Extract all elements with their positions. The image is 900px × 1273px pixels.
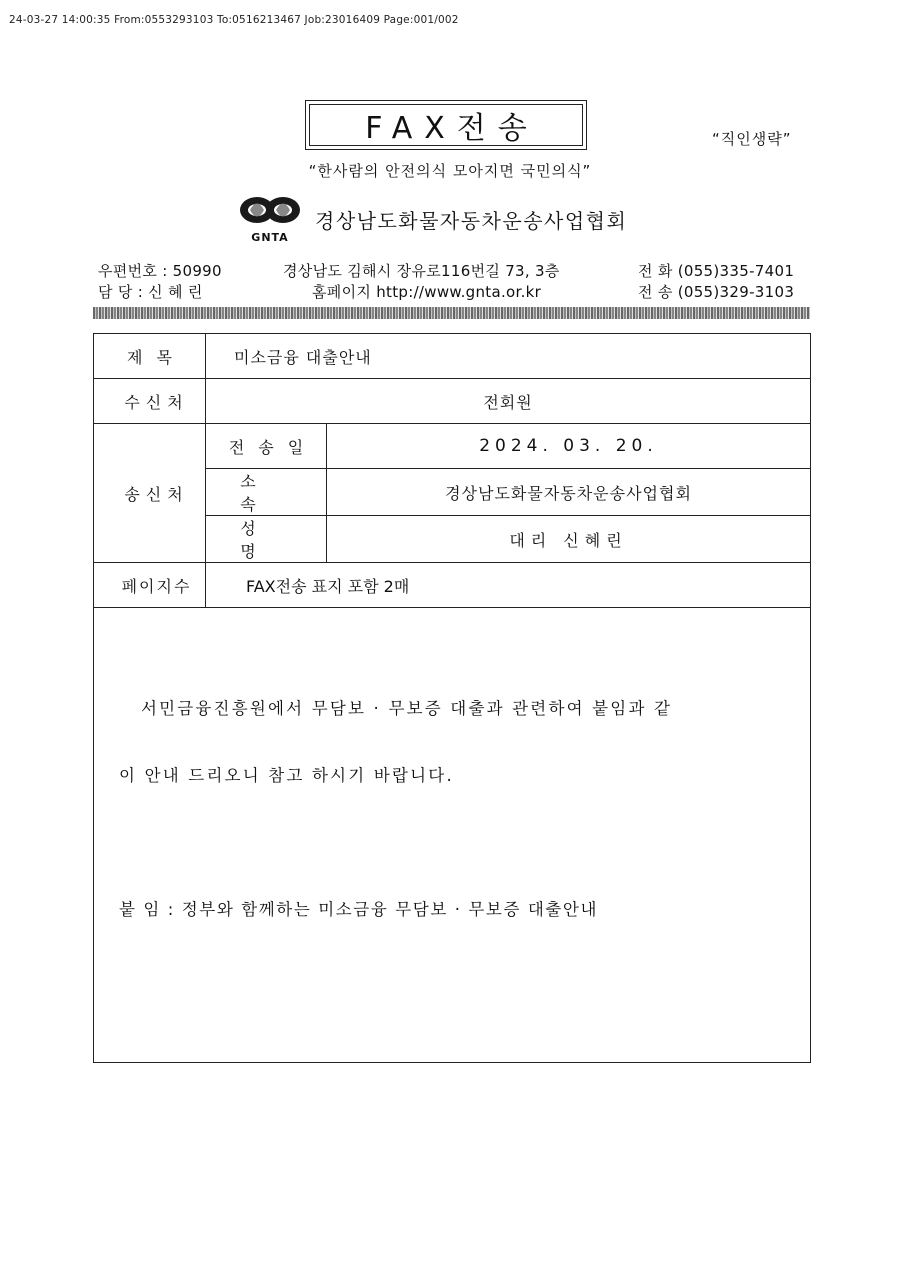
message-line-1: 서민금융진흥원에서 무담보 · 무보증 대출과 관련하여 붙임과 같 bbox=[141, 699, 673, 718]
organization-name: 경상남도화물자동차운송사업협회 bbox=[315, 209, 628, 233]
logo-text: GNTA bbox=[251, 231, 289, 244]
fax-number: 전 송 (055)329-3103 bbox=[638, 283, 795, 301]
affiliation-label: 소속 bbox=[206, 469, 327, 516]
divider-stripe bbox=[93, 307, 810, 319]
table-row-recipient bbox=[94, 379, 811, 424]
table-row-date bbox=[94, 424, 811, 469]
message-body bbox=[93, 600, 811, 1063]
date-value: 2024. 03. 20. bbox=[327, 424, 811, 469]
recipient-value: 전회원 bbox=[206, 379, 811, 424]
name-label: 성명 bbox=[206, 516, 327, 563]
fax-info-table bbox=[93, 333, 811, 608]
fax-transmission-header: 24-03-27 14:00:35 From:0553293103 To:0516213467 Job:23016409 Page:001/002 bbox=[9, 14, 459, 26]
postal-code: 우편번호 : 50990 bbox=[98, 262, 222, 280]
message-line-2: 이 안내 드리오니 참고 하시기 바랍니다. bbox=[119, 766, 454, 785]
phone-number: 전 화 (055)335-7401 bbox=[638, 262, 795, 280]
staff-in-charge: 담 당 : 신 혜 린 bbox=[98, 283, 203, 301]
table-row-subject bbox=[94, 334, 811, 379]
document-title: FAX전송 bbox=[309, 104, 583, 146]
date-label: 전송일 bbox=[206, 424, 327, 469]
sender-label: 송신처 bbox=[94, 424, 206, 563]
name-value: 대리 신혜린 bbox=[327, 516, 811, 563]
recipient-label: 수신처 bbox=[94, 379, 206, 424]
pages-value: FAX전송 표지 포함 2매 bbox=[206, 563, 811, 608]
title-box bbox=[305, 100, 587, 150]
affiliation-value: 경상남도화물자동차운송사업협회 bbox=[327, 469, 811, 516]
subject-value: 미소금융 대출안내 bbox=[206, 334, 811, 379]
subject-label: 제목 bbox=[94, 334, 206, 379]
attachment-line: 붙 임 : 정부와 함께하는 미소금융 무담보 · 무보증 대출안내 bbox=[119, 900, 599, 919]
pages-label: 페이지수 bbox=[94, 563, 206, 608]
homepage: 홈페이지 http://www.gnta.or.kr bbox=[312, 283, 542, 301]
address: 경상남도 김해시 장유로116번길 73, 3층 bbox=[283, 262, 560, 280]
seal-omitted-note: “직인생략” bbox=[712, 130, 792, 148]
slogan: “한사람의 안전의식 모아지면 국민의식” bbox=[308, 162, 592, 180]
